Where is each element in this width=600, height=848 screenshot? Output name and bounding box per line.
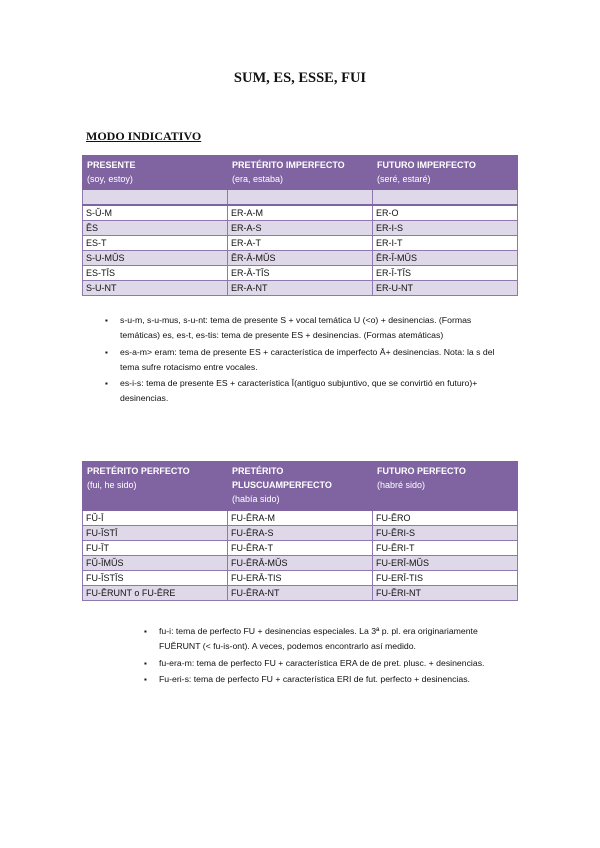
notes-list-present (105, 313, 505, 408)
table-row: FU-ĒRUNT o FU-ĒRE FU-ĔRA-NT FU-ĔRI-NT (83, 586, 518, 601)
header-preterito-perfecto: PRETÉRITO PERFECTO (fui, he sido) (83, 462, 228, 511)
list-item: ▪ fu-era-m: tema de perfecto FU + característica ERA de de pret. plusc. + desinencias. (144, 656, 489, 671)
section-heading: MODO INDICATIVO (86, 129, 202, 143)
table-row: FŬ-Ī FU-ĔRA-M FU-ĔRO (83, 510, 518, 526)
bullet-icon: ▪ (144, 627, 147, 636)
page-title: SUM, ES, ESSE, FUI (233, 70, 367, 86)
list-item: ▪ Fu-eri-s: tema de perfecto FU + característica ERI de fut. perfecto + desinencias. (144, 672, 489, 687)
header-preterito-imperfecto: PRETÉRITO IMPERFECTO (era, estaba) (228, 156, 373, 190)
bullet-icon: ▪ (105, 379, 108, 389)
header-futuro-perfecto: FUTURO PERFECTO (habré sido) (373, 462, 518, 511)
table-row: ES-TĪS ER-Ā-TĬS ER-Ĭ-TĬS (83, 266, 518, 281)
list-item: ▪ fu-i: tema de perfecto FU + desinencias especiales. La 3ª p. pl. era originariamente FUĔRUNT (< fu-is-ont). A veces, podemos encontrarlo así medido. (144, 626, 478, 652)
header-presente: PRESENTE (soy, estoy) (83, 156, 228, 190)
table-row: FU-ĬSTĪ FU-ĔRA-S FU-ĔRI-S (83, 526, 518, 541)
table-row: FŬ-ĬMŬS FU-ĔRĀ-MŬS FU-ERĪ-MŬS (83, 556, 518, 571)
header-preterito-pluscuamperfecto: PRETÉRITO PLUSCUAMPERFECTO (había sido) (228, 462, 373, 511)
table-row: ES-T ER-A-T ER-I-T (83, 236, 518, 251)
header-futuro-imperfecto: FUTURO IMPERFECTO (seré, estaré) (373, 156, 518, 190)
list-item: ▪ es-a-m> eram: tema de presente ES + característica de imperfecto Ā+ desinencias. Nota: la s del tema sufre rotacismo entre vocales. (105, 346, 495, 372)
table-row: FU-ĬSTĬS FU-ERĀ-TIS FU-ERĪ-TIS (83, 571, 518, 586)
bullet-icon: ▪ (105, 347, 108, 357)
notes-list-perfect (144, 624, 489, 688)
table-perfect-system (82, 461, 518, 601)
bullet-icon: ▪ (105, 316, 108, 325)
table-row: S-U-MŬS ĔR-Ā-MŬS ĔR-Ĭ-MŬS (83, 251, 518, 266)
list-item: ▪ s-u-m, s-u-mus, s-u-nt: tema de presente S + vocal temática U (<o) + desinencias. (Formas temáticas) es, es-t, es-tis: tema de presente ES + desinencias. (Formas atemáticas) (105, 315, 472, 341)
table-row: FU-ĬT FU-ĔRA-T FU-ĔRI-T (83, 541, 518, 556)
table-row: S-U-NT ER-A-NT ER-U-NT (83, 281, 518, 296)
table-present-system (82, 155, 518, 296)
table-row: ĔS ER-A-S ER-I-S (83, 221, 518, 236)
bullet-icon: ▪ (144, 658, 147, 668)
table-row: S-Ŭ-M ER-A-M ER-O (83, 205, 518, 221)
bullet-icon: ▪ (144, 674, 147, 684)
list-item: ▪ es-i-s: tema de presente ES + característica Ĭ(antiguo subjuntivo, que se convirtió en futuro)+ desinencias. (105, 378, 478, 404)
